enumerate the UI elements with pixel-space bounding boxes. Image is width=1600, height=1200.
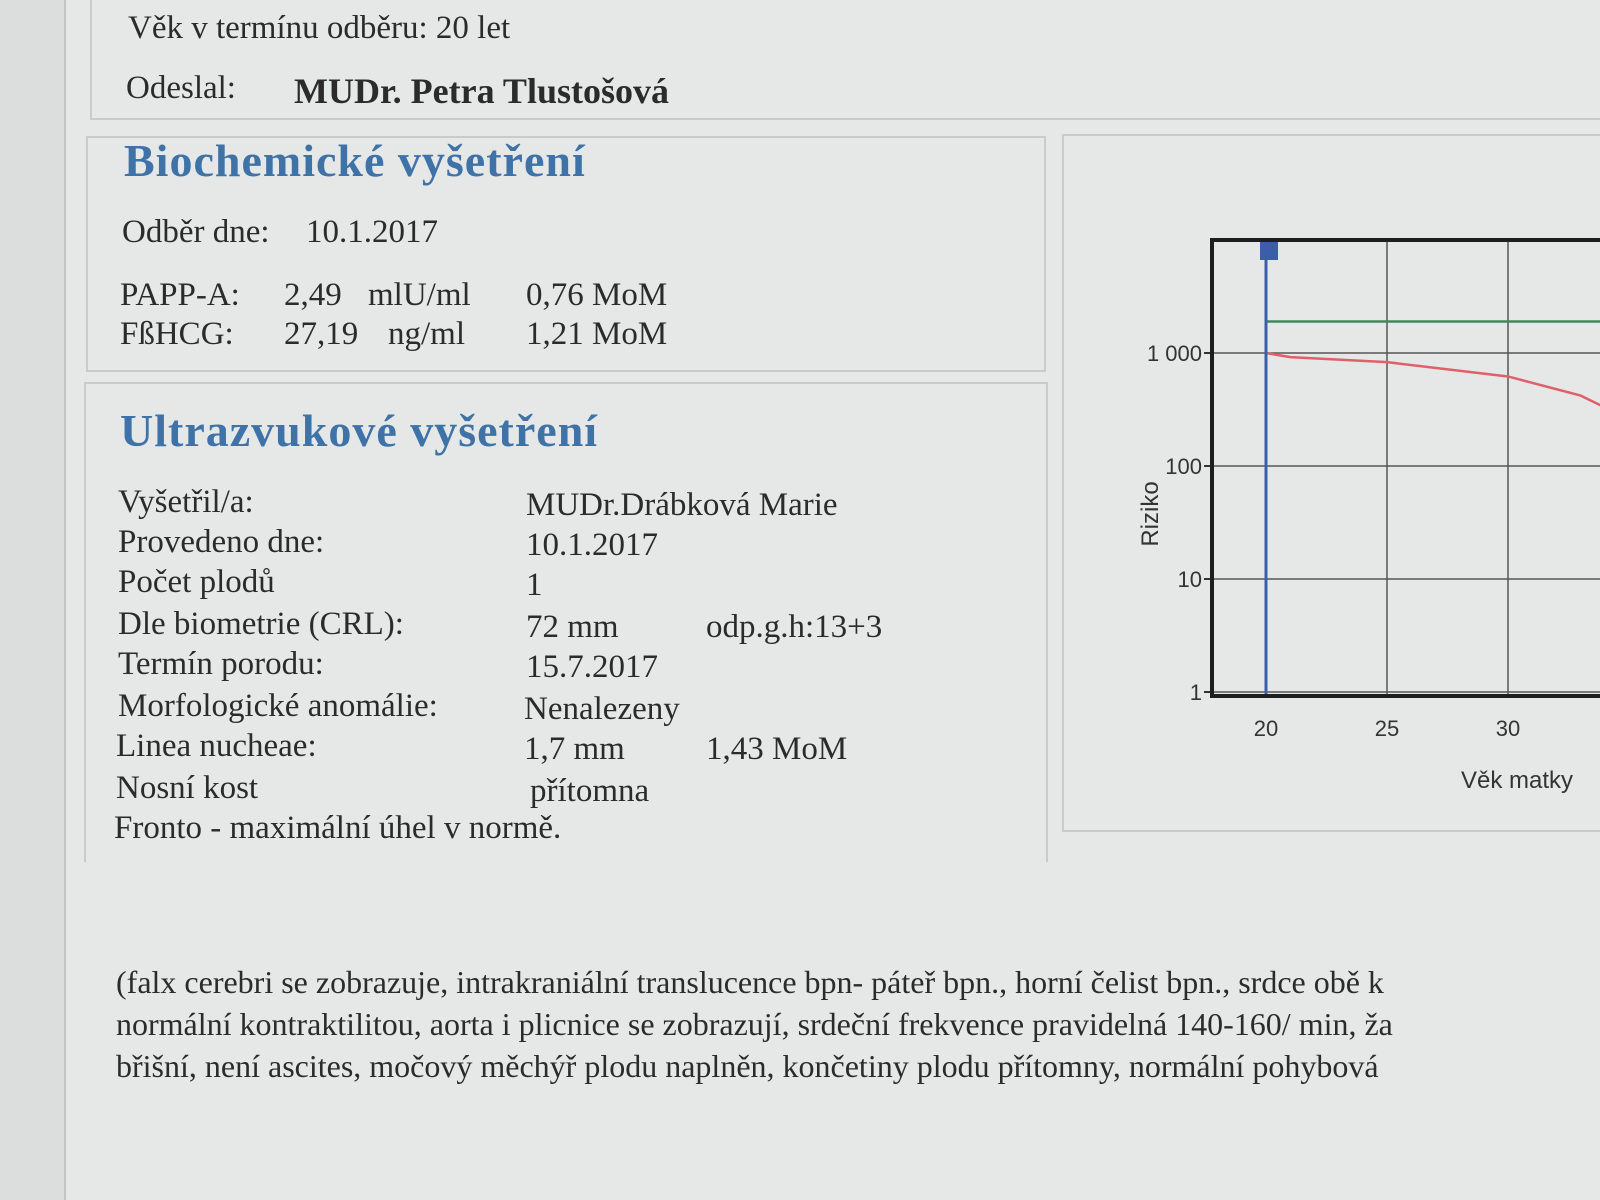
us-row-value: 72 mm	[526, 609, 619, 645]
us-row-label: Morfologické anomálie:	[118, 688, 438, 724]
biochem-row-label: PAPP-A:	[120, 277, 240, 313]
us-row-label: Počet plodů	[118, 564, 275, 600]
biochem-date-label: Odběr dne:	[122, 214, 270, 250]
biochem-title: Biochemické vyšetření	[124, 135, 586, 186]
biochem-row-unit: ng/ml	[388, 316, 466, 352]
y-tick-label: 1	[1189, 680, 1202, 705]
y-tick-label: 1 000	[1146, 341, 1202, 366]
y-tick-label: 100	[1165, 454, 1202, 479]
series-line	[1266, 353, 1600, 419]
chart-series	[1260, 240, 1600, 696]
ultrasound-title: Ultrazvukové vyšetření	[120, 405, 599, 456]
marker-handle	[1260, 242, 1278, 260]
y-axis-label: Riziko	[1137, 481, 1164, 547]
biochem-row-value: 2,49	[284, 277, 342, 313]
us-row-value: 1,7 mm	[524, 731, 625, 767]
chart-grid	[1212, 240, 1600, 696]
risk-chart	[1062, 134, 1600, 830]
us-row-value: 15.7.2017	[526, 649, 658, 685]
x-axis-label: Věk matky	[1460, 767, 1574, 794]
note-line: (falx cerebri se zobrazuje, intrakraniální translucence bpn- páteř bpn., horní čelist bpn., srdce obě k	[116, 964, 1384, 1000]
biochem-row-mom: 0,76 MoM	[526, 277, 668, 313]
us-row-label: Termín porodu:	[118, 646, 324, 682]
us-row-label: Dle biometrie (CRL):	[118, 606, 404, 642]
chart-ticks	[1147, 341, 1600, 741]
age-line: Věk v termínu odběru: 20 let	[128, 10, 511, 46]
us-row-value: 1	[526, 567, 543, 603]
us-row-value: 10.1.2017	[526, 527, 658, 563]
sender-label: Odeslal:	[126, 70, 236, 106]
note-line: normální kontraktilitou, aorta i plicnice se zobrazují, srdeční frekvence pravidelná 140-160/ min, ža	[116, 1006, 1393, 1042]
biochem-row-mom: 1,21 MoM	[526, 316, 668, 352]
us-row-label: Linea nucheae:	[116, 728, 317, 764]
x-tick-label: 30	[1495, 716, 1521, 741]
biochem-row-unit: mlU/ml	[368, 277, 471, 313]
plot-frame	[1212, 240, 1600, 696]
us-row-value: přítomna	[530, 773, 650, 809]
us-row-value: MUDr.Drábková Marie	[526, 487, 838, 523]
y-tick-label: 10	[1177, 567, 1202, 592]
us-row-label: Nosní kost	[116, 770, 259, 806]
sender-name: MUDr. Petra Tlustošová	[294, 71, 669, 111]
us-row-extra: odp.g.h:13+3	[706, 609, 883, 645]
us-fronto: Fronto - maximální úhel v normě.	[114, 810, 562, 846]
note-line: břišní, není ascites, močový měchýř plodu naplněn, končetiny plodu přítomny, normální pohybová	[116, 1048, 1379, 1084]
us-row-extra: 1,43 MoM	[706, 731, 848, 767]
biochem-date-value: 10.1.2017	[306, 214, 438, 250]
x-tick-label: 25	[1374, 716, 1400, 741]
us-row-value: Nenalezeny	[524, 691, 680, 727]
biochem-row-label: FßHCG:	[120, 316, 234, 352]
us-row-label: Provedeno dne:	[118, 524, 325, 560]
x-tick-label: 20	[1253, 716, 1279, 741]
us-row-label: Vyšetřil/a:	[118, 484, 254, 520]
biochem-row-value: 27,19	[284, 316, 359, 352]
report-page	[64, 0, 1600, 1200]
